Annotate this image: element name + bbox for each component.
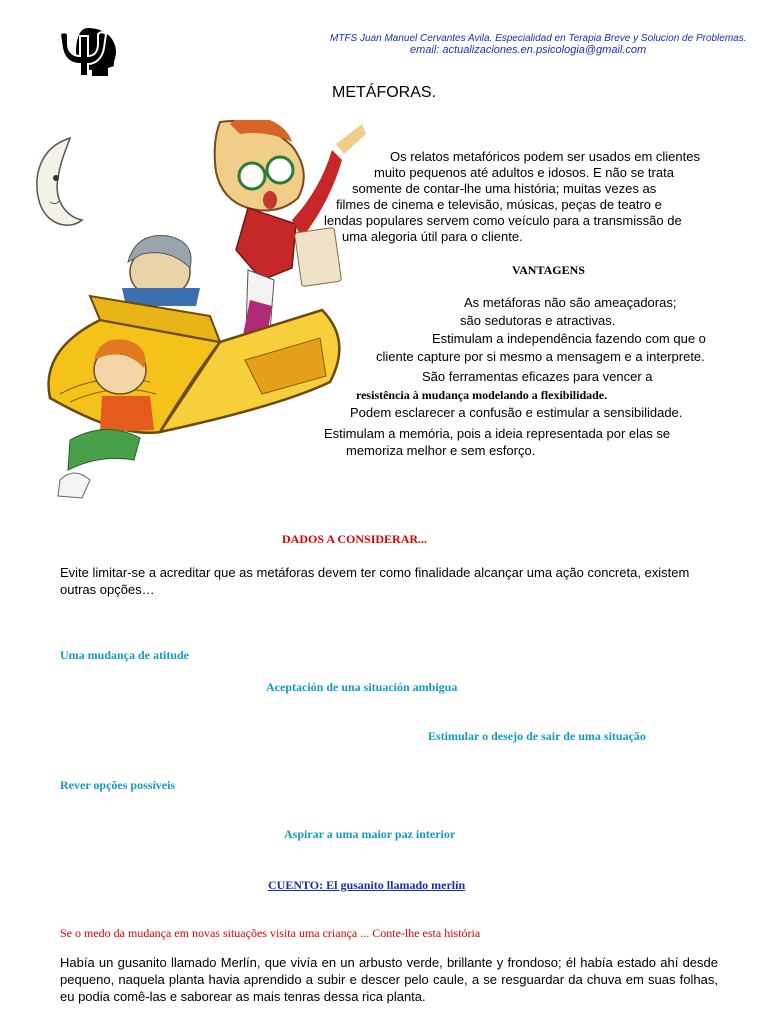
- header-author-line: MTFS Juan Manuel Cervantes Avila. Especialidad en Terapia Breve y Solucion de Problemas.: [330, 33, 747, 44]
- cuento-text: Había un gusanito llamado Merlín, que vivía en un arbusto verde, brillante y frondoso; él había estado ahí desde pequeno, naquela planta havia aprendido a subir e descer pelo caule, a se resguardar da chuva em suas folhas, eu podia comê-las e saborear as mais tenras dessa rica planta.: [60, 955, 718, 1004]
- intro-line-5: lendas populares servem como veículo para a transmissão de: [324, 213, 682, 228]
- option-mudanca-atitude: Uma mudança de atitude: [60, 648, 190, 662]
- page-title: METÁFORAS.: [332, 84, 437, 101]
- vantagens-heading: VANTAGENS: [512, 263, 585, 277]
- vantagem-5-line-1: Estimulam a memória, pois a ideia representada por elas se: [324, 426, 671, 441]
- vantagem-4-line-1: Podem esclarecer a confusão e estimular a sensibilidade.: [350, 405, 683, 420]
- open-yellow-book: [49, 296, 340, 433]
- children-flying-book-illustration: [30, 120, 370, 505]
- vantagem-3-line-1: São ferramentas eficazes para vencer a: [422, 369, 653, 384]
- option-paz-interior: Aspirar a uma maior paz interior: [284, 827, 456, 841]
- vantagem-2-line-2: cliente capture por si mesmo a mensagem e a interprete.: [376, 349, 705, 364]
- intro-line-1: Os relatos metafóricos podem ser usados em clientes: [390, 149, 700, 164]
- vantagem-2-line-1: Estimulam a independência fazendo com que o: [432, 331, 706, 346]
- header-email-line[interactable]: email: actualizaciones.en.psicologia@gmail.com: [410, 44, 647, 56]
- logo: [58, 26, 120, 78]
- dados-text: Evite limitar-se a acreditar que as metáforas devem ter como finalidade alcançar uma ação concreta, existem outras opções…: [60, 565, 690, 597]
- option-rever-opcoes: Rever opções possíveis: [60, 778, 176, 792]
- psi-head-logo-icon: [58, 26, 120, 78]
- intro-line-2: muito pequenos até adultos e idosos. E não se trata: [374, 165, 674, 180]
- vantagem-5-line-2: memoriza melhor e sem esforço.: [346, 443, 536, 458]
- option-aceptacion: Aceptación de una situación ambigua: [266, 680, 458, 694]
- intro-line-4: filmes de cinema e televisão, músicas, peças de teatro e: [336, 197, 662, 212]
- cuento-intro: Se o medo da mudança em novas situações visita uma criança ... Conte-lhe esta história: [60, 926, 481, 940]
- option-estimular-desejo: Estimular o desejo de sair de uma situação: [428, 729, 646, 743]
- vantagem-3-line-2: resistência à mudança modelando a flexibilidade.: [356, 388, 608, 402]
- intro-line-6: uma alegoria útil para o cliente.: [342, 229, 523, 244]
- vantagem-1-line-1: As metáforas não são ameaçadoras;: [464, 295, 677, 310]
- boy-grey-hair-figure: [122, 236, 200, 306]
- moon-face-icon: [37, 138, 82, 225]
- cuento-title: CUENTO: El gusanito llamado merlín: [268, 878, 466, 892]
- intro-line-3: somente de contar-lhe uma história; muitas vezes as: [352, 181, 657, 196]
- vantagem-1-line-2: são sedutoras e atractivas.: [460, 313, 616, 328]
- dados-heading: DADOS A CONSIDERAR...: [282, 532, 428, 546]
